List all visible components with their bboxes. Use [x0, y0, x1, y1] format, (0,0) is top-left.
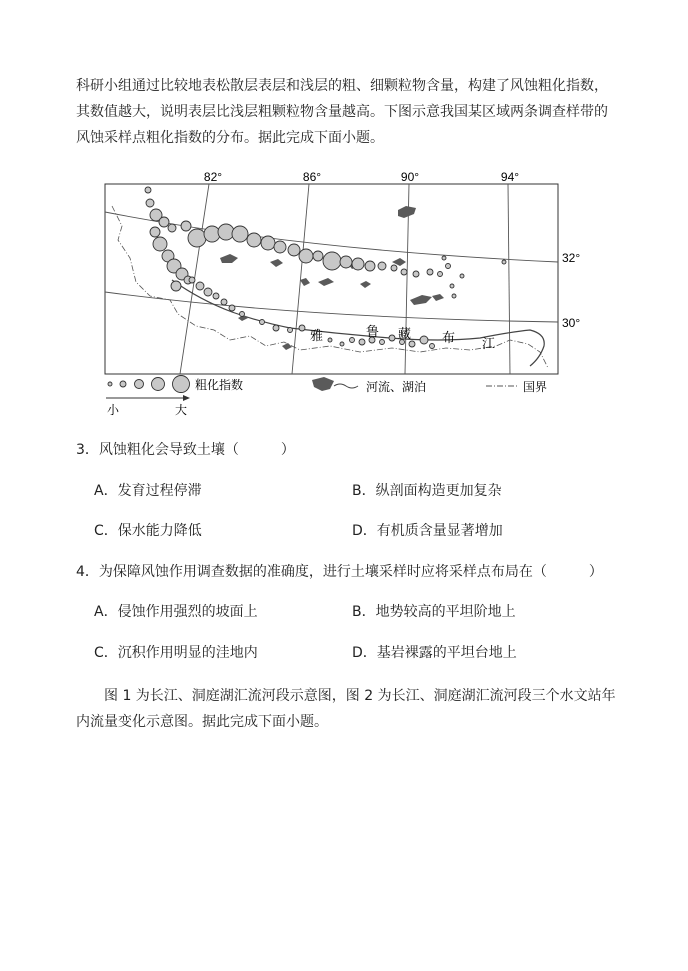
river-label-char-4: 布: [442, 331, 456, 346]
river-main: [172, 280, 544, 366]
q3-option-d: D．有机质含量显著增加: [352, 523, 503, 539]
intro-line-3: 风蚀采样点粗化指数的分布。据此完成下面小题。: [76, 130, 384, 146]
longitude-lines: [180, 184, 510, 374]
river-label-char-1: 雅: [310, 329, 324, 344]
legend-small-label: 小: [107, 403, 120, 417]
river-label-char-3: 藏: [398, 327, 412, 342]
following-paragraph: 图 1 为长江、洞庭湖汇流河段示意图，图 2 为长江、洞庭湖汇流河段三个水文站年内流量变化示意图。据此完成下面小题。: [76, 688, 616, 730]
legend-arrow-head: [183, 395, 190, 401]
q4-option-c: C．沉积作用明显的洼地内: [94, 645, 258, 661]
legend-border-label: 国界: [523, 380, 548, 394]
legend-circles: [108, 376, 190, 393]
longitude-label-86: 86°: [302, 170, 322, 184]
legend-water-label: 河流、湖泊: [366, 380, 427, 394]
q3-option-c: C．保水能力降低: [94, 523, 202, 539]
legend-water-symbol: [312, 377, 334, 391]
question-3-stem: 3．风蚀粗化会导致土壤（ ）: [76, 442, 295, 458]
q3-option-b: B．纵剖面构造更加复杂: [352, 483, 502, 499]
intro-line-2: 其数值越大，说明表层比浅层粗颗粒物含量越高。下图示意我国某区域两条调查样带的: [76, 104, 608, 120]
legend-coarsening-label: 粗化指数: [195, 378, 244, 392]
longitude-label-94: 94°: [500, 170, 520, 184]
q4-option-d: D．基岩裸露的平坦台地上: [352, 645, 517, 661]
legend-river-line: [334, 384, 358, 388]
latitude-label-30: 30°: [562, 316, 581, 330]
q3-option-a: A．发育过程停滞: [94, 483, 202, 499]
question-4-stem: 4．为保障风蚀作用调查数据的准确度，进行土壤采样时应将采样点布局在（ ）: [76, 564, 603, 580]
latitude-label-32: 32°: [562, 251, 581, 265]
longitude-label-82: 82°: [203, 170, 223, 184]
q4-option-b: B．地势较高的平坦阶地上: [352, 604, 516, 620]
longitude-label-90: 90°: [400, 170, 420, 184]
river-label-char-2: 鲁: [366, 325, 380, 340]
river-label-char-5: 江: [482, 337, 496, 352]
q4-option-a: A．侵蚀作用强烈的坡面上: [94, 604, 258, 620]
intro-line-1: 科研小组通过比较地表松散层表层和浅层的粗、细颗粒物含量，构建了风蚀粗化指数，: [76, 78, 608, 94]
legend-large-label: 大: [175, 403, 188, 417]
